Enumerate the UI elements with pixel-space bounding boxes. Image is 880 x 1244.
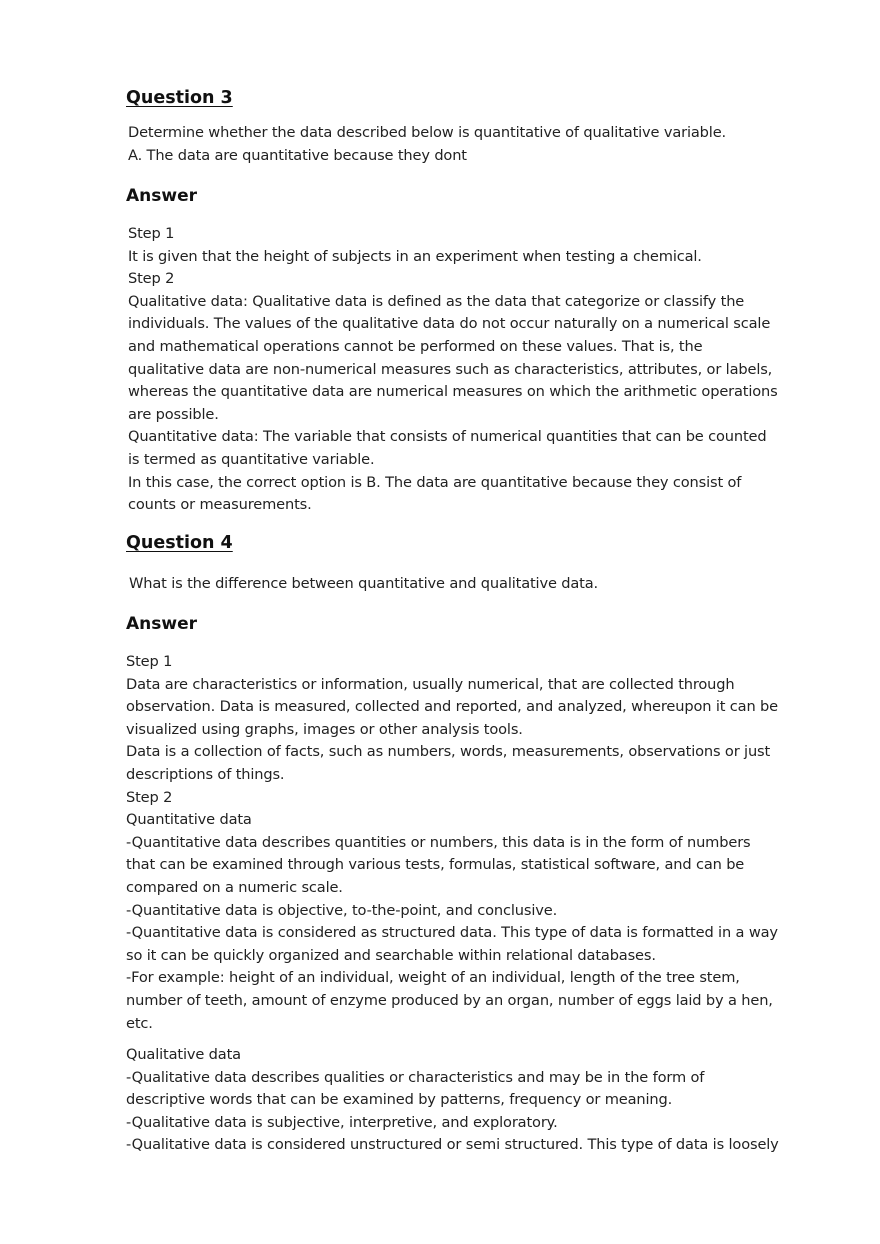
question-4-qualitative-line: -Qualitative data is subjective, interpretive, and exploratory. — [126, 1113, 558, 1131]
question-3-text-line: A. The data are quantitative because they dont — [128, 146, 467, 164]
question-4-answer-line: so it can be quickly organized and searchable within relational databases. — [126, 946, 656, 964]
question-4-qualitative-line: Qualitative data — [126, 1046, 241, 1063]
question-3-answer-line: Step 1 — [128, 225, 175, 242]
question-4-qualitative-line: -Qualitative data describes qualities or characteristics and may be in the form of — [126, 1068, 705, 1086]
question-4-answer-line: Quantitative data — [126, 811, 252, 829]
question-3-answer-line: In this case, the correct option is B. The data are quantitative because they consist of — [128, 473, 742, 491]
question-4-text-line: What is the difference between quantitative and qualitative data. — [129, 575, 599, 592]
question-4-answer-heading-wrap — [126, 612, 826, 636]
question-4-qualitative-line: -Qualitative data is considered unstructured or semi structured. This type of data is loosely — [126, 1136, 779, 1154]
question-4-answer-line: Data is a collection of facts, such as numbers, words, measurements, observations or just — [126, 743, 771, 761]
question-4-answer-line: -For example: height of an individual, weight of an individual, length of the tree stem, — [126, 969, 740, 987]
question-3-answer-heading: Answer — [126, 186, 197, 206]
question-3-answer-heading-wrap — [126, 184, 826, 208]
question-3-text-line: Determine whether the data described below is quantitative of qualitative variable. — [128, 124, 727, 141]
question-4-answer-line: Step 2 — [126, 788, 173, 806]
question-3-answer-line: It is given that the height of subjects in an experiment when testing a chemical. — [128, 247, 702, 265]
question-4-answer-line: observation. Data is measured, collected and reported, and analyzed, whereupon it can be — [126, 698, 778, 716]
question-4-answer-line: -Quantitative data describes quantities or numbers, this data is in the form of numbers — [126, 833, 751, 851]
question-4-answer-line: that can be examined through various tests, formulas, statistical software, and can be — [126, 856, 745, 874]
question-4-answer-line: Data are characteristics or information, usually numerical, that are collected through — [126, 675, 735, 693]
question-4-answer-line: -Quantitative data is considered as structured data. This type of data is formatted in a way — [126, 924, 778, 942]
question-3-text — [126, 122, 828, 167]
question-3-answer-line: qualitative data are non-numerical measures such as characteristics, attributes, or labels, — [128, 360, 773, 378]
question-3-answer-line: whereas the quantitative data are numerical measures on which the arithmetic operations — [128, 383, 778, 401]
question-3-answer-line: Quantitative data: The variable that consists of numerical quantities that can be counted — [128, 428, 767, 446]
question-3-answer-line: Qualitative data: Qualitative data is defined as the data that categorize or classify the — [128, 292, 745, 310]
question-4-answer-body — [126, 651, 826, 1035]
question-4-section — [126, 531, 826, 555]
question-4-text — [126, 573, 829, 596]
question-4-answer-heading: Answer — [126, 614, 197, 634]
question-3-section — [126, 86, 826, 110]
question-4-qualitative-body — [126, 1044, 826, 1157]
question-4-heading: Question 4 — [126, 533, 233, 553]
question-3-answer-line: counts or measurements. — [128, 496, 312, 514]
question-3-answer-body — [126, 223, 828, 517]
question-4-answer-line: descriptions of things. — [126, 765, 285, 783]
question-3-heading: Question 3 — [126, 88, 233, 108]
question-3-answer-line: individuals. The values of the qualitative data do not occur naturally on a numerical scale — [128, 315, 771, 333]
question-3-answer-line: Step 2 — [128, 270, 175, 288]
question-3-answer-line: are possible. — [128, 405, 219, 423]
question-4-answer-line: etc. — [126, 1014, 153, 1032]
question-4-answer-line: number of teeth, amount of enzyme produced by an organ, number of eggs laid by a hen, — [126, 991, 773, 1009]
question-3-answer-line: is termed as quantitative variable. — [128, 450, 375, 468]
question-4-answer-line: compared on a numeric scale. — [126, 878, 343, 896]
question-4-answer-line: -Quantitative data is objective, to-the-point, and conclusive. — [126, 901, 558, 919]
question-4-answer-line: visualized using graphs, images or other analysis tools. — [126, 720, 523, 738]
question-4-answer-line: Step 1 — [126, 653, 173, 670]
question-3-answer-line: and mathematical operations cannot be performed on these values. That is, the — [128, 337, 703, 355]
question-4-qualitative-line: descriptive words that can be examined by patterns, frequency or meaning. — [126, 1091, 673, 1109]
